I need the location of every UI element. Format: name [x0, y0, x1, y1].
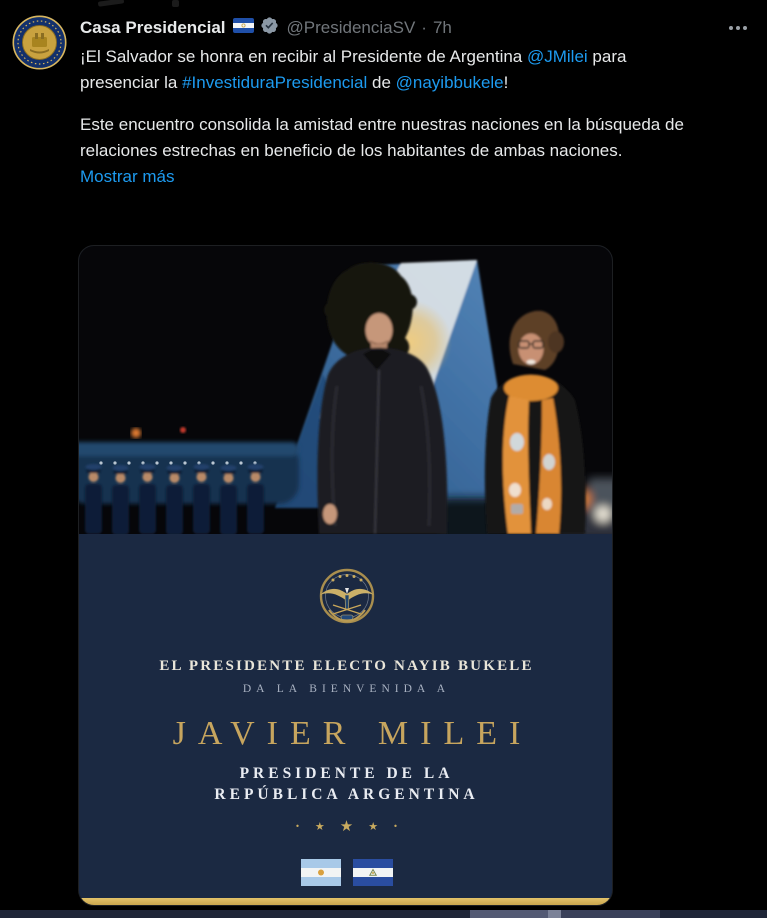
text-segment: !	[503, 73, 509, 92]
mention-link[interactable]: @nayibbukele	[395, 73, 504, 92]
argentina-flag-icon	[301, 859, 341, 886]
card-heading-line1: EL PRESIDENTE ELECTO NAYIB BUKELE	[159, 658, 534, 674]
text-segment: para presenciar la	[80, 47, 627, 92]
mention-link[interactable]: @JMilei	[526, 47, 588, 66]
card-heading-line2: DA LA BIENVENIDA A	[242, 683, 451, 695]
card-gold-bar	[79, 898, 613, 906]
star-divider	[295, 817, 398, 835]
author-handle[interactable]: @PresidenciaSV	[286, 18, 416, 37]
timestamp[interactable]: 7h	[432, 18, 452, 37]
card-name: JAVIER MILEI	[172, 715, 533, 752]
partial-element-segment	[555, 910, 660, 918]
partial-element-notch	[548, 910, 561, 918]
el-salvador-flag-icon	[233, 18, 254, 38]
welcome-card	[79, 534, 613, 898]
partial-element-segment	[470, 910, 555, 918]
tweet-paragraph-1	[80, 44, 694, 96]
verified-badge-icon[interactable]	[260, 16, 279, 40]
text-segment: ¡El Salvador se honra en recibir al Presidente de Argentina	[80, 47, 527, 66]
presidential-eagle-emblem-icon	[312, 560, 382, 628]
tweet-media[interactable]	[78, 245, 613, 906]
card-title-line1: PRESIDENTE DE LA	[239, 765, 454, 782]
card-title-line2: REPÚBLICA ARGENTINA	[214, 786, 479, 803]
author-name[interactable]: Casa Presidencial	[80, 18, 226, 37]
partial-next-element	[0, 910, 767, 918]
more-icon[interactable]	[725, 22, 751, 34]
show-more-link[interactable]: Mostrar más	[80, 167, 175, 186]
tweet-text	[80, 44, 694, 190]
tweet-header	[80, 16, 452, 40]
cropped-previous-content	[172, 0, 179, 7]
star-dot: •	[393, 821, 398, 831]
tweet-paragraph-2: Este encuentro consolida la amistad entre nuestras naciones en la búsqueda de relaciones estrechas en beneficio de los habitantes de ambas naciones.	[80, 115, 684, 160]
star-large: ★	[339, 817, 354, 835]
flags-row	[301, 859, 393, 886]
star-dot: •	[295, 821, 300, 831]
el-salvador-flag-icon	[353, 859, 393, 886]
star-small: ★	[368, 819, 379, 833]
text-segment: de	[367, 73, 396, 92]
avatar[interactable]	[12, 15, 67, 70]
presidencia-seal-icon	[12, 15, 67, 70]
header-separator: ·	[421, 18, 427, 37]
star-small: ★	[314, 819, 325, 833]
hashtag-link[interactable]: #InvestiduraPresidencial	[182, 73, 368, 92]
tweet-photo	[79, 246, 613, 534]
cropped-previous-content	[98, 0, 124, 7]
